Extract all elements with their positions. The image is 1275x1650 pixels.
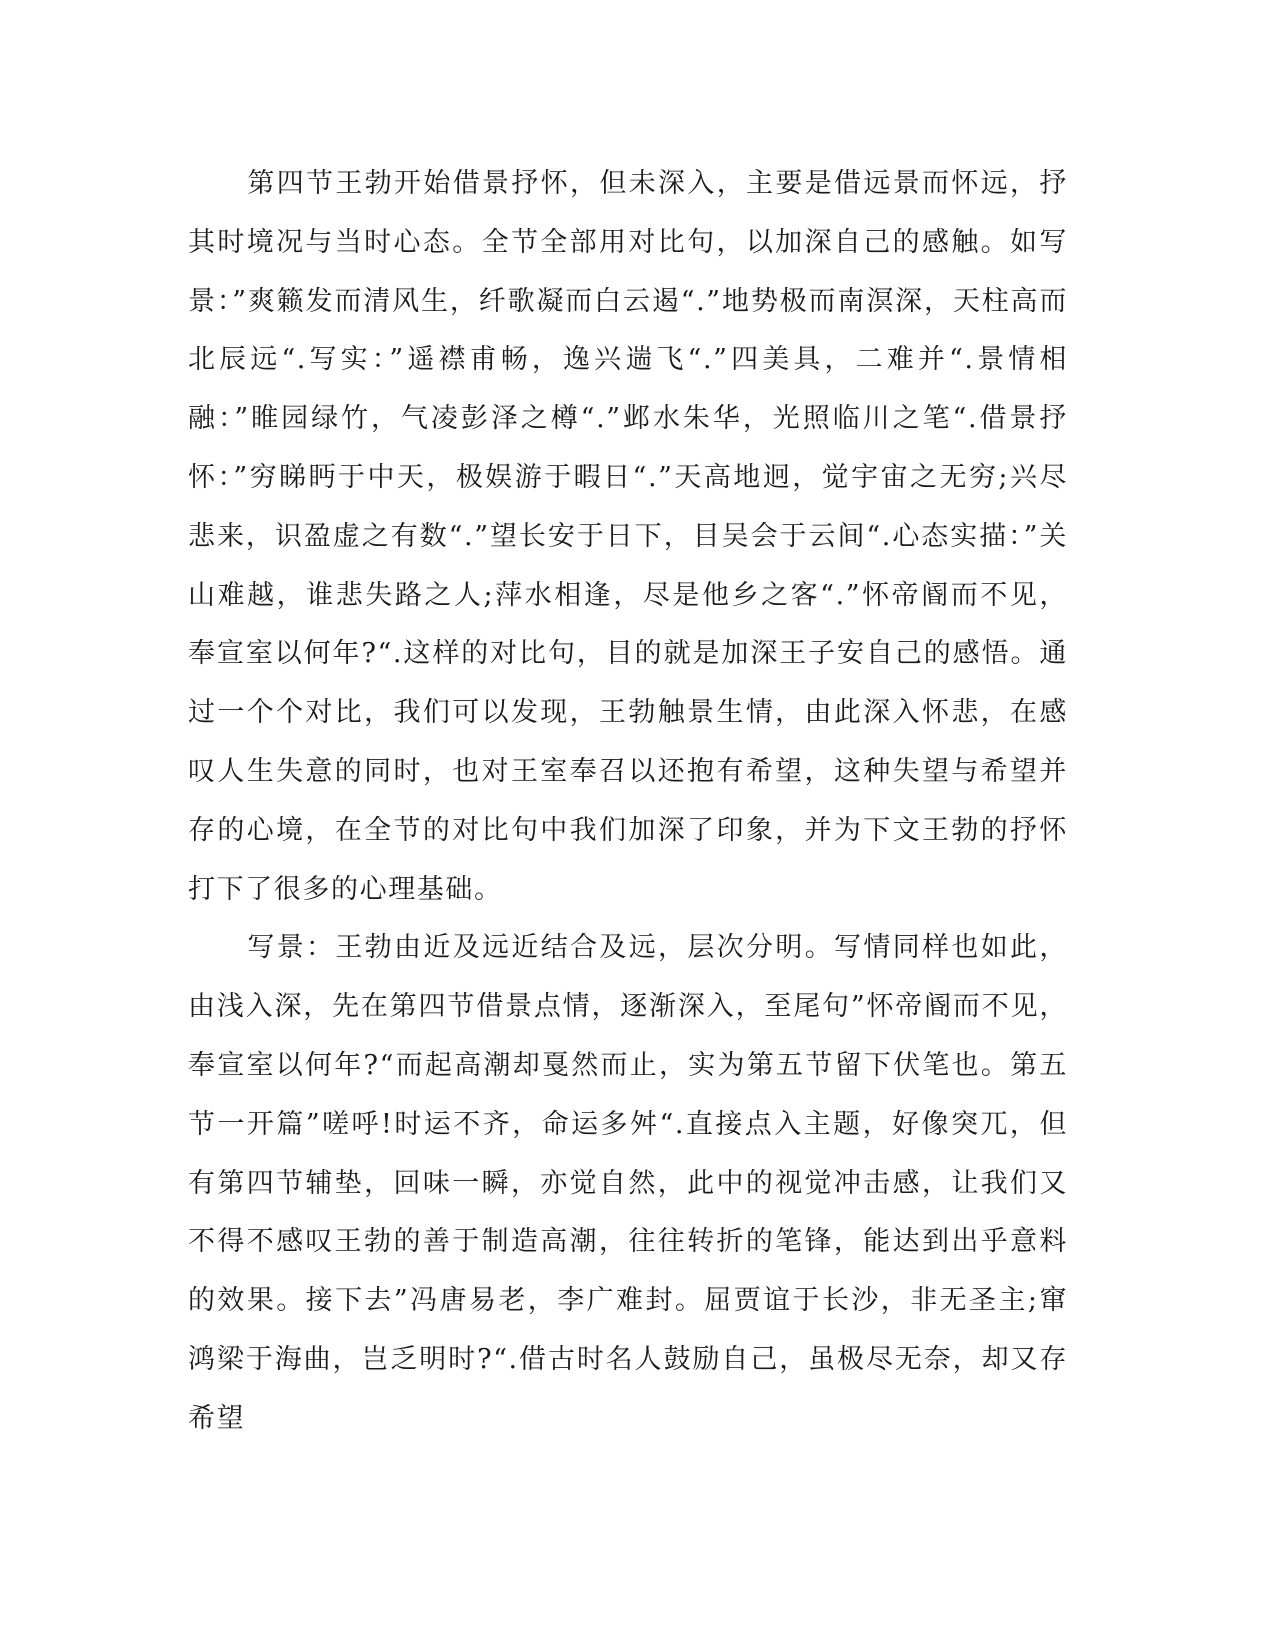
paragraph-section-four: 第四节王勃开始借景抒怀，但未深入，主要是借远景而怀远，抒其时境况与当时心态。全节全部用对比句，以加深自己的感触。如写景：”爽籁发而清风生，纤歌凝而白云遏“.”地势极而南溟深，天柱高而北辰远“.写实：”遥襟甫畅，逸兴遄飞“.”四美具，二难并“.景情相融：”睢园绿竹，气凌彭泽之樽“.”邺水朱华，光照临川之笔“.借景抒怀：”穷睇眄于中天，极娱游于暇日“.”天高地迥，觉宇宙之无穷;兴尽悲来，识盈虚之有数“.”望长安于日下，目吴会于云间“.心态实描：”关山难越，谁悲失路之人;萍水相逢，尽是他乡之客“.”怀帝阍而不见，奉宣室以何年?“.这样的对比句，目的就是加深王子安自己的感悟。通过一个个对比，我们可以发现，王勃触景生情，由此深入怀悲，在感叹人生失意的同时，也对王室奉召以还抱有希望，这种失望与希望并存的心境，在全节的对比句中我们加深了印象，并为下文王勃的抒怀打下了很多的心理基础。: [188, 168, 1068, 905]
document-body: [188, 155, 1068, 1449]
paragraph-scenery-writing: 写景：王勃由近及远近结合及远，层次分明。写情同样也如此，由浅入深，先在第四节借景点情，逐渐深入，至尾句”怀帝阍而不见，奉宣室以何年?“而起高潮却戛然而止，实为第五节留下伏笔也。第五节一开篇”嗟呼!时运不齐，命运多舛“.直接点入主题，好像突兀，但有第四节辅垫，回味一瞬，亦觉自然，此中的视觉冲击感，让我们又不得不感叹王勃的善于制造高潮，往往转折的笔锋，能达到出乎意料的效果。接下去”冯唐易老，李广难封。屈贾谊于长沙，非无圣主;窜鸿梁于海曲，岂乏明时?“.借古时名人鼓励自己，虽极尽无奈，却又存希望: [188, 932, 1068, 1434]
